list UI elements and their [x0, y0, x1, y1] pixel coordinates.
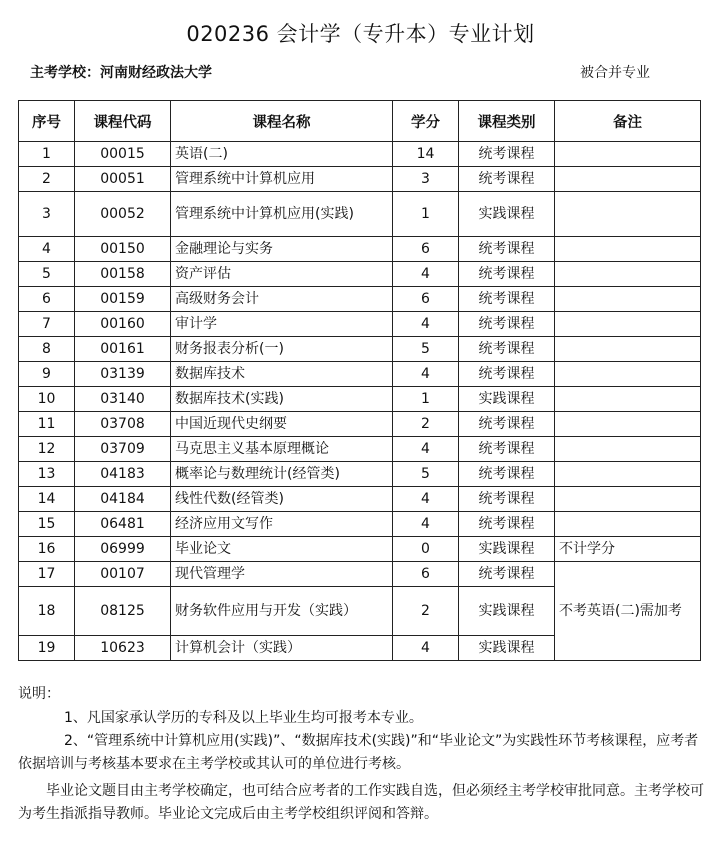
cell-code: 06999	[75, 537, 171, 562]
table-row	[19, 167, 701, 192]
cell-name: 资产评估	[171, 262, 393, 287]
cell-name: 财务报表分析(一)	[171, 337, 393, 362]
cell-code: 00160	[75, 312, 171, 337]
cell-type: 统考课程	[459, 437, 555, 462]
cell-name: 计算机会计（实践）	[171, 636, 393, 661]
cell-no: 17	[19, 562, 75, 587]
cell-credit: 5	[393, 462, 459, 487]
cell-credit: 14	[393, 142, 459, 167]
cell-type: 统考课程	[459, 262, 555, 287]
table-row	[19, 362, 701, 387]
cell-credit: 1	[393, 387, 459, 412]
table-row	[19, 192, 701, 237]
note-item-3: 毕业论文题目由主考学校确定，也可结合应考者的工作实践自选，但必须经主考学校审批同意。主考学校可为考生指派指导教师。毕业论文完成后由主考学校组织评阅和答辩。	[18, 783, 704, 822]
table-row	[19, 142, 701, 167]
cell-type: 统考课程	[459, 362, 555, 387]
table-row	[19, 462, 701, 487]
cell-no: 6	[19, 287, 75, 312]
cell-no: 14	[19, 487, 75, 512]
cell-no: 4	[19, 237, 75, 262]
col-header-credit: 学分	[393, 101, 459, 142]
merged-major-label: 被合并专业	[580, 65, 650, 81]
cell-no: 11	[19, 412, 75, 437]
cell-code: 03708	[75, 412, 171, 437]
cell-type: 统考课程	[459, 412, 555, 437]
cell-no: 18	[19, 587, 75, 636]
cell-credit: 6	[393, 237, 459, 262]
cell-no: 1	[19, 142, 75, 167]
cell-credit: 4	[393, 362, 459, 387]
cell-code: 00159	[75, 287, 171, 312]
cell-remark	[555, 512, 701, 537]
cell-name: 线性代数(经管类)	[171, 487, 393, 512]
table-row	[19, 512, 701, 537]
notes-heading: 说明：	[18, 686, 60, 702]
col-header-type: 课程类别	[459, 101, 555, 142]
col-header-remark: 备注	[555, 101, 701, 142]
cell-type: 统考课程	[459, 512, 555, 537]
cell-name: 数据库技术(实践)	[171, 387, 393, 412]
cell-code: 03140	[75, 387, 171, 412]
cell-credit: 5	[393, 337, 459, 362]
cell-code: 00015	[75, 142, 171, 167]
cell-name: 审计学	[171, 312, 393, 337]
remark-no-credit: 不计学分	[555, 537, 701, 562]
cell-type: 统考课程	[459, 237, 555, 262]
cell-remark	[555, 287, 701, 312]
cell-type: 统考课程	[459, 312, 555, 337]
cell-remark	[555, 142, 701, 167]
cell-name: 现代管理学	[171, 562, 393, 587]
cell-name: 金融理论与实务	[171, 237, 393, 262]
cell-name: 管理系统中计算机应用(实践)	[171, 192, 393, 237]
cell-type: 实践课程	[459, 587, 555, 636]
cell-name: 高级财务会计	[171, 287, 393, 312]
cell-credit: 4	[393, 437, 459, 462]
cell-name: 数据库技术	[171, 362, 393, 387]
cell-type: 统考课程	[459, 487, 555, 512]
cell-code: 00158	[75, 262, 171, 287]
cell-name: 毕业论文	[171, 537, 393, 562]
page-title: 020236 会计学（专升本）专业计划	[186, 22, 535, 46]
table-row	[19, 287, 701, 312]
cell-no: 15	[19, 512, 75, 537]
cell-name: 概率论与数理统计(经管类)	[171, 462, 393, 487]
col-header-code: 课程代码	[75, 101, 171, 142]
note-item-1: 1、凡国家承认学历的专科及以上毕业生均可报考本专业。	[64, 710, 423, 726]
cell-remark	[555, 237, 701, 262]
cell-no: 13	[19, 462, 75, 487]
cell-code: 06481	[75, 512, 171, 537]
note-item-2: 2、“管理系统中计算机应用(实践)”、“数据库技术(实践)”和“毕业论文”为实践性环节考核课程，应考者依据培训与考核基本要求在主考学校或其认可的单位进行考核。	[18, 733, 699, 772]
cell-name: 管理系统中计算机应用	[171, 167, 393, 192]
cell-no: 8	[19, 337, 75, 362]
cell-remark	[555, 362, 701, 387]
cell-remark	[555, 167, 701, 192]
cell-code: 00051	[75, 167, 171, 192]
table-row	[19, 487, 701, 512]
cell-type: 实践课程	[459, 192, 555, 237]
cell-name: 经济应用文写作	[171, 512, 393, 537]
cell-code: 00161	[75, 337, 171, 362]
cell-type: 统考课程	[459, 142, 555, 167]
cell-credit: 2	[393, 412, 459, 437]
table-row	[19, 237, 701, 262]
cell-type: 统考课程	[459, 337, 555, 362]
cell-no: 9	[19, 362, 75, 387]
cell-no: 12	[19, 437, 75, 462]
col-header-name: 课程名称	[171, 101, 393, 142]
cell-remark	[555, 312, 701, 337]
cell-type: 实践课程	[459, 387, 555, 412]
table-row	[19, 537, 701, 562]
cell-credit: 2	[393, 587, 459, 636]
examining-school: 主考学校：河南财经政法大学	[30, 65, 212, 81]
cell-remark	[555, 337, 701, 362]
cell-no: 19	[19, 636, 75, 661]
cell-type: 统考课程	[459, 562, 555, 587]
cell-credit: 4	[393, 262, 459, 287]
remark-english-requirement: 不考英语(二)需加考	[555, 562, 701, 661]
cell-no: 2	[19, 167, 75, 192]
cell-remark	[555, 262, 701, 287]
cell-credit: 0	[393, 537, 459, 562]
cell-credit: 4	[393, 636, 459, 661]
cell-type: 实践课程	[459, 537, 555, 562]
table-row	[19, 412, 701, 437]
course-plan-table	[18, 100, 701, 661]
cell-type: 统考课程	[459, 167, 555, 192]
cell-no: 3	[19, 192, 75, 237]
cell-remark	[555, 192, 701, 237]
cell-code: 04183	[75, 462, 171, 487]
cell-type: 统考课程	[459, 462, 555, 487]
cell-code: 00150	[75, 237, 171, 262]
cell-type: 统考课程	[459, 287, 555, 312]
cell-credit: 6	[393, 287, 459, 312]
cell-name: 中国近现代史纲要	[171, 412, 393, 437]
cell-credit: 3	[393, 167, 459, 192]
cell-code: 04184	[75, 487, 171, 512]
cell-code: 03709	[75, 437, 171, 462]
table-row	[19, 262, 701, 287]
cell-code: 00052	[75, 192, 171, 237]
cell-no: 16	[19, 537, 75, 562]
col-header-no: 序号	[19, 101, 75, 142]
cell-name: 马克思主义基本原理概论	[171, 437, 393, 462]
cell-credit: 4	[393, 512, 459, 537]
cell-code: 03139	[75, 362, 171, 387]
cell-remark	[555, 437, 701, 462]
cell-no: 10	[19, 387, 75, 412]
table-row	[19, 312, 701, 337]
cell-no: 5	[19, 262, 75, 287]
cell-credit: 1	[393, 192, 459, 237]
table-row	[19, 337, 701, 362]
cell-code: 10623	[75, 636, 171, 661]
cell-name: 英语(二)	[171, 142, 393, 167]
cell-code: 00107	[75, 562, 171, 587]
cell-no: 7	[19, 312, 75, 337]
cell-type: 实践课程	[459, 636, 555, 661]
cell-credit: 6	[393, 562, 459, 587]
cell-remark	[555, 412, 701, 437]
table-row	[19, 562, 701, 587]
cell-remark	[555, 487, 701, 512]
table-row	[19, 437, 701, 462]
cell-credit: 4	[393, 312, 459, 337]
cell-name: 财务软件应用与开发（实践）	[171, 587, 393, 636]
cell-remark	[555, 462, 701, 487]
cell-remark	[555, 387, 701, 412]
table-header-row	[19, 101, 701, 142]
cell-credit: 4	[393, 487, 459, 512]
table-row	[19, 387, 701, 412]
notes-section	[18, 683, 708, 826]
cell-code: 08125	[75, 587, 171, 636]
